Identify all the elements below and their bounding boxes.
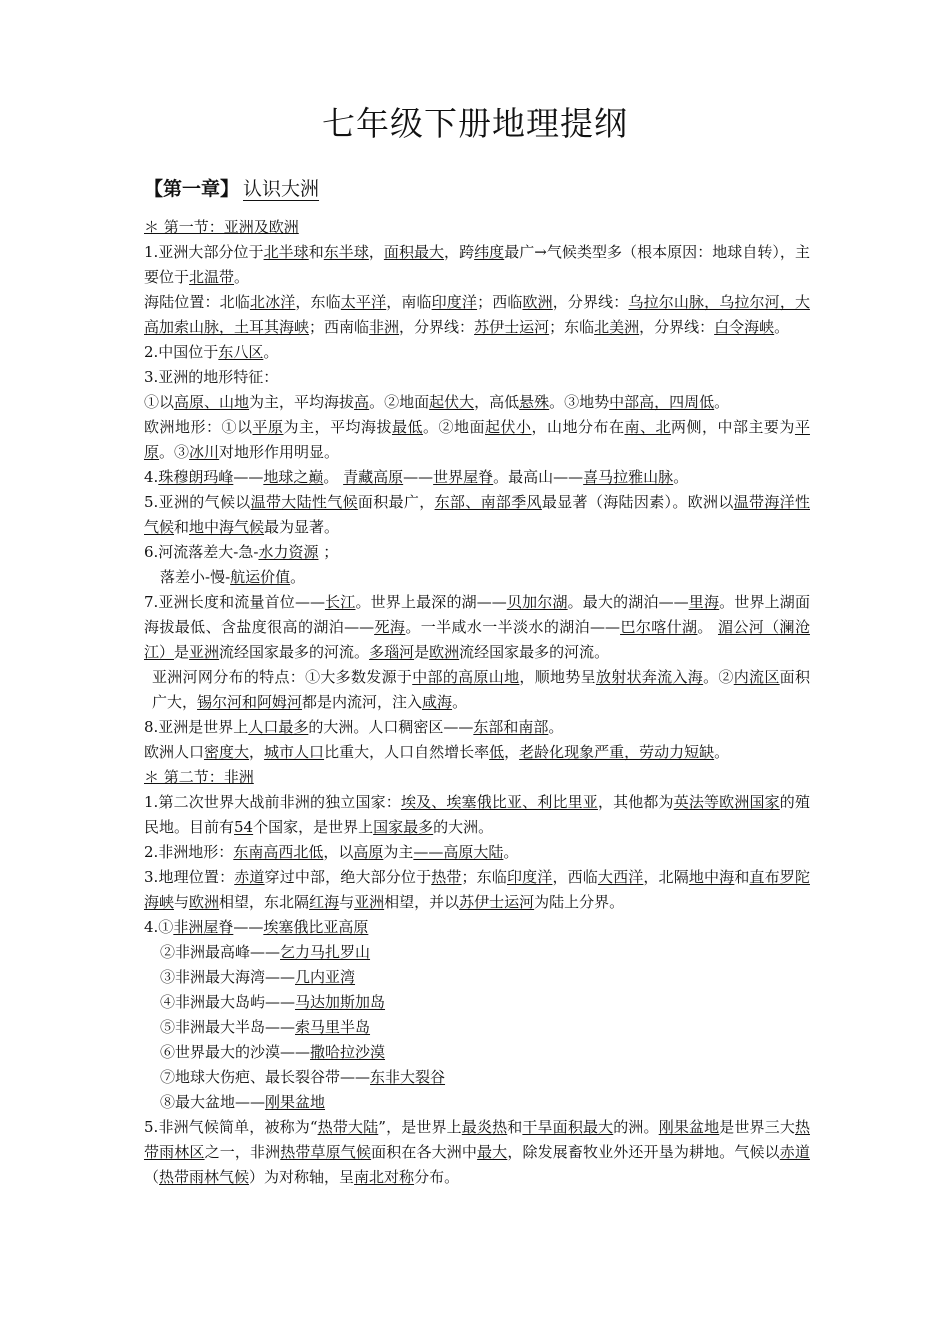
outline-paragraph (144, 715, 810, 740)
key-term: 54 (234, 818, 254, 836)
outline-paragraph (144, 840, 810, 865)
key-term: 红海 (309, 893, 340, 911)
text-run: 都是内流河，注入 (302, 693, 423, 711)
text-run: 对地形作用明显。 (219, 443, 340, 461)
text-run: ；东临 (549, 318, 595, 336)
text-run: ，顺地势呈 (519, 668, 596, 686)
text-run: ⑦地球大伤疤、最长裂谷带—— (160, 1068, 371, 1086)
key-term: 水力资源 (258, 543, 319, 561)
key-term: 埃塞俄比亚高原 (263, 918, 369, 936)
text-run: 3.地理位置： (144, 868, 235, 886)
outline-paragraph (144, 740, 810, 765)
outline-paragraph (144, 290, 810, 340)
text-run: 8.亚洲是世界上 (144, 718, 249, 736)
text-run: 。世界上最深的湖—— (355, 593, 507, 611)
key-term: 最低 (391, 418, 423, 436)
outline-paragraph (144, 465, 810, 490)
text-run: 为主，平均海拔 (249, 393, 355, 411)
key-term: 东半球 (323, 243, 369, 261)
key-term: 地球之巅 (263, 468, 324, 486)
key-term: 乞力马扎罗山 (280, 943, 371, 961)
key-term: 起伏大 (429, 393, 475, 411)
key-term: 人口最多 (248, 718, 309, 736)
key-term: 刚果盆地 (658, 1118, 720, 1136)
text-run: 为主，平均海拔 (283, 418, 392, 436)
key-term: 放射状奔流入海 (595, 668, 704, 686)
text-run: 3.亚洲的地形特征： (144, 368, 279, 386)
key-term: 密度大 (204, 743, 250, 761)
key-term: 热带雨林区 (144, 1118, 810, 1161)
text-run: 。 (263, 343, 279, 361)
outline-paragraph (144, 1090, 810, 1115)
key-term: 南、北 (624, 418, 671, 436)
key-term: 航运价值 (230, 568, 291, 586)
text-run: 。一半咸水一半淡水的湖泊—— (405, 618, 621, 636)
text-run: ，北隔 (643, 868, 689, 886)
key-term: 悬殊 (519, 393, 550, 411)
text-run: 。 (290, 568, 306, 586)
text-run: ，分界线： (552, 293, 629, 311)
key-term: 湄公河（澜沧江） (144, 618, 810, 661)
key-term: 中部高，四周低 (609, 393, 715, 411)
key-term: 纬度 (474, 243, 505, 261)
text-run: 的大洲。 (433, 818, 494, 836)
text-run: 6.河流落差大-急- (144, 543, 259, 561)
key-term: 最大 (477, 1143, 508, 1161)
text-run: ”，是世界上 (378, 1118, 462, 1136)
key-term: 东非大裂谷 (370, 1068, 446, 1086)
text-run: 。② (703, 668, 734, 686)
key-term: 印度洋 (507, 868, 553, 886)
text-run: 的大洲。人口稠密区—— (308, 718, 474, 736)
key-term: 国家最多 (373, 818, 434, 836)
text-run: 4. (144, 468, 159, 486)
text-run: 。世界上湖面海拔最低、含盐度很高的湖泊—— (144, 593, 810, 636)
key-term: 太平洋 (340, 293, 387, 311)
key-term: 英法等欧洲国家 (673, 793, 780, 811)
text-run: 。②地面 (369, 393, 430, 411)
text-run: ，以 (323, 843, 354, 861)
text-run: 最显著（海陆因素）。欧洲以 (541, 493, 734, 511)
chapter-title: 认识大洲 (243, 178, 320, 200)
text-run: 与 (339, 893, 355, 911)
key-term: ——高原大陆 (413, 843, 504, 861)
text-run: 。最大的湖泊—— (567, 593, 689, 611)
key-term: 热带大陆 (317, 1118, 379, 1136)
key-term: 亚洲 (189, 643, 220, 661)
page-title: 七年级下册地理提纲 (322, 104, 628, 143)
text-run: 面积在各大洲中 (371, 1143, 478, 1161)
key-term: 珠穆朗玛峰 (158, 468, 234, 486)
outline-paragraph (144, 1065, 810, 1090)
text-run: 。③ (159, 443, 190, 461)
text-run: 比重大，人口自然增长率 (324, 743, 490, 761)
text-run: 面积最广， (357, 493, 435, 511)
outline-paragraph (144, 565, 810, 590)
text-run: 。最高山—— (493, 468, 584, 486)
key-term: 亚洲 (354, 893, 385, 911)
outline-paragraph (144, 365, 810, 390)
text-run: ①以 (144, 393, 175, 411)
text-run: 的洲。 (613, 1118, 659, 1136)
text-run: 和 (308, 243, 324, 261)
chapter-tag: 【第一章】 (144, 178, 240, 200)
text-run: 5.亚洲的气候以 (144, 493, 251, 511)
outline-paragraph (144, 1015, 810, 1040)
key-term: 欧洲 (522, 293, 553, 311)
key-term: 热带雨林气候 (159, 1168, 250, 1186)
key-term: 贝加尔湖 (506, 593, 568, 611)
text-run: 。 (697, 618, 718, 636)
text-run: 1.亚洲大部分位于 (144, 243, 264, 261)
text-run: 相望，东北隔 (219, 893, 310, 911)
text-run: 面积广大， (152, 668, 810, 711)
key-term: 北美洲 (594, 318, 640, 336)
text-run: 。 (714, 743, 730, 761)
key-term: 长江 (324, 593, 356, 611)
text-run: 。 (714, 393, 730, 411)
outline-paragraph (144, 540, 810, 565)
key-term: 北冰洋 (249, 293, 296, 311)
outline-paragraph (144, 340, 810, 365)
text-run: 5.非洲气候简单，被称为“ (144, 1118, 318, 1136)
key-term: 欧洲 (189, 893, 220, 911)
text-run: 是 (414, 643, 430, 661)
outline-paragraph (144, 390, 810, 415)
text-run: ，南临 (386, 293, 432, 311)
text-run: 4.① (144, 918, 174, 936)
key-term: 喜马拉雅山脉 (583, 468, 674, 486)
text-run: 。 (673, 468, 689, 486)
key-term: 索马里半岛 (295, 1018, 371, 1036)
text-run: ④非洲最大岛屿—— (160, 993, 296, 1011)
text-run: 是 (174, 643, 190, 661)
key-term: 热带草原气候 (280, 1143, 372, 1161)
text-run: ，其他都为 (597, 793, 674, 811)
text-run: 欧洲地形：①以 (144, 418, 253, 436)
key-term: 温带大陆性气候 (250, 493, 358, 511)
text-run: 2.中国位于 (144, 343, 219, 361)
outline-paragraph (144, 990, 810, 1015)
key-term: 青藏高原 (343, 468, 404, 486)
key-term: 低 (489, 743, 505, 761)
key-term: 高 (354, 393, 370, 411)
text-run: 和 (507, 1118, 523, 1136)
text-run: ， (368, 243, 384, 261)
text-run: 为陆上分界。 (534, 893, 625, 911)
key-term: 北温带 (189, 268, 235, 286)
key-term: 马达加斯加岛 (295, 993, 386, 1011)
key-term: 起伏小 (484, 418, 532, 436)
text-run: 。③地势 (549, 393, 610, 411)
text-run: 相望，并以 (384, 893, 460, 911)
text-run: 亚洲河网分布的特点：①大多数发源于 (152, 668, 413, 686)
text-run: ，高低 (474, 393, 520, 411)
key-term: 平原 (252, 418, 284, 436)
key-term: 内流区 (733, 668, 780, 686)
key-term: 地中海 (688, 868, 735, 886)
key-term: 东八区 (218, 343, 264, 361)
key-term: 直布罗陀海峡 (144, 868, 810, 911)
text-run: 分布。 (414, 1168, 460, 1186)
text-run: 的殖民地。目前有 (144, 793, 810, 836)
text-run: 欧洲人口 (144, 743, 205, 761)
key-term: 锡尔河和阿姆河 (197, 693, 303, 711)
key-term: 埃及、埃塞俄比亚、利比里亚 (400, 793, 598, 811)
key-term: 干旱面积最大 (522, 1118, 614, 1136)
key-term: 乌拉尔山脉，乌拉尔河，大高加索山脉，土耳其海峡 (144, 293, 810, 336)
key-term: 刚果盆地 (265, 1093, 326, 1111)
text-run: ， (249, 743, 265, 761)
section-heading (144, 765, 810, 790)
text-run: ； (318, 543, 339, 561)
text-run: ，跨 (444, 243, 475, 261)
key-term: 北半球 (263, 243, 309, 261)
text-run: 最为显著。 (264, 518, 340, 536)
key-term: 苏伊士运河 (474, 318, 550, 336)
text-run: ②非洲最高峰—— (160, 943, 281, 961)
text-run: 之一，非洲 (204, 1143, 281, 1161)
outline-paragraph (144, 965, 810, 990)
key-term: 冰川 (189, 443, 220, 461)
key-term: 多瑙河 (369, 643, 415, 661)
key-term: 非洲 (369, 318, 400, 336)
key-term: 欧洲 (429, 643, 460, 661)
key-term: 城市人口 (264, 743, 325, 761)
text-run: 。 (774, 318, 790, 336)
text-run: 和 (734, 868, 750, 886)
text-run: —— (403, 468, 434, 486)
text-run: 。 (452, 693, 468, 711)
key-term: 白令海峡 (714, 318, 775, 336)
text-run: ＊ 第一节：亚洲及欧洲 (144, 218, 299, 236)
chapter-heading (144, 174, 319, 204)
text-run: —— (233, 468, 264, 486)
text-run: 流经国家最多的河流。 (459, 643, 610, 661)
text-run: 是世界三大 (719, 1118, 795, 1136)
key-term: 地中海气候 (189, 518, 265, 536)
text-run: ，西临 (552, 868, 598, 886)
key-term: 南北对称 (354, 1168, 415, 1186)
outline-paragraph (144, 240, 810, 290)
key-term: 非洲屋脊 (173, 918, 234, 936)
outline-paragraph (144, 915, 810, 940)
key-term: 世界屋脊 (433, 468, 494, 486)
text-run: 穿过中部，绝大部分位于 (264, 868, 432, 886)
text-run: 流经国家最多的河流。 (219, 643, 370, 661)
outline-paragraph (144, 940, 810, 965)
key-term: 苏伊士运河 (459, 893, 535, 911)
outline-body (144, 215, 810, 1190)
key-term: 老龄化现象严重，劳动力短缺 (519, 743, 715, 761)
text-run: 和 (174, 518, 190, 536)
key-term: 热带 (431, 868, 462, 886)
text-run: ＊ 第二节：非洲 (144, 768, 254, 786)
text-run: ⑧最大盆地—— (160, 1093, 266, 1111)
key-term: 几内亚湾 (295, 968, 356, 986)
outline-paragraph (144, 415, 810, 465)
outline-paragraph (144, 865, 810, 915)
key-term: 撒哈拉沙漠 (310, 1043, 386, 1061)
text-run: 。 (323, 468, 344, 486)
outline-paragraph (144, 665, 810, 715)
key-term: 大西洋 (597, 868, 644, 886)
text-run: 个国家，是世界上 (253, 818, 374, 836)
key-term: 中部的高原山地 (412, 668, 520, 686)
key-term: 最炎热 (461, 1118, 508, 1136)
text-run: —— (233, 918, 264, 936)
text-run: ，山地分布在 (531, 418, 625, 436)
text-run: ⑤非洲最大半岛—— (160, 1018, 296, 1036)
text-run: 与 (174, 893, 190, 911)
text-run: 为主 (383, 843, 414, 861)
key-term: 东南高西北低 (233, 843, 324, 861)
key-term: 死海 (374, 618, 406, 636)
key-term: 平原 (144, 418, 810, 461)
key-term: 面积最大 (383, 243, 445, 261)
text-run: （ (144, 1168, 160, 1186)
text-run: ；西临 (477, 293, 523, 311)
section-heading (144, 215, 810, 240)
text-run: 。 (234, 268, 250, 286)
text-run: 最广→气候类型多（根本原因：地球自转），主要位于 (144, 243, 810, 286)
key-term: 赤道 (779, 1143, 810, 1161)
key-term: 东部、南部季风 (434, 493, 542, 511)
text-run: ，分界线： (399, 318, 475, 336)
key-term: 高原、山地 (174, 393, 250, 411)
key-term: 咸海 (422, 693, 453, 711)
text-run: ；东临 (461, 868, 507, 886)
key-term: 高原 (353, 843, 384, 861)
text-run: ③非洲最大海湾—— (160, 968, 296, 986)
outline-paragraph (144, 490, 810, 540)
key-term: 印度洋 (431, 293, 478, 311)
text-run: 两侧，中部主要为 (670, 418, 795, 436)
key-term: 赤道 (234, 868, 265, 886)
text-run: 。②地面 (422, 418, 485, 436)
text-run: ）为对称轴，呈 (249, 1168, 355, 1186)
text-run: 7.亚洲长度和流量首位—— (144, 593, 325, 611)
text-run: 海陆位置：北临 (144, 293, 250, 311)
text-run: 。 (548, 718, 564, 736)
outline-paragraph (144, 790, 810, 840)
text-run: ；西南临 (309, 318, 370, 336)
text-run: ，除发展畜牧业外还开垦为耕地。气候以 (507, 1143, 780, 1161)
text-run: ， (504, 743, 520, 761)
text-run: 2.非洲地形： (144, 843, 234, 861)
key-term: 巴尔喀什湖 (620, 618, 698, 636)
key-term: 东部和南部 (473, 718, 549, 736)
text-run: ，分界线： (639, 318, 715, 336)
key-term: 里海 (688, 593, 720, 611)
text-run: ⑥世界最大的沙漠—— (160, 1043, 311, 1061)
text-run: 落差小-慢- (160, 568, 231, 586)
outline-paragraph (144, 1040, 810, 1065)
text-run: 。 (503, 843, 519, 861)
outline-paragraph (144, 1115, 810, 1190)
outline-paragraph (144, 590, 810, 665)
key-term: 温带海洋性气候 (144, 493, 810, 536)
text-run: ，东临 (295, 293, 341, 311)
text-run: 1.第二次世界大战前非洲的独立国家： (144, 793, 401, 811)
